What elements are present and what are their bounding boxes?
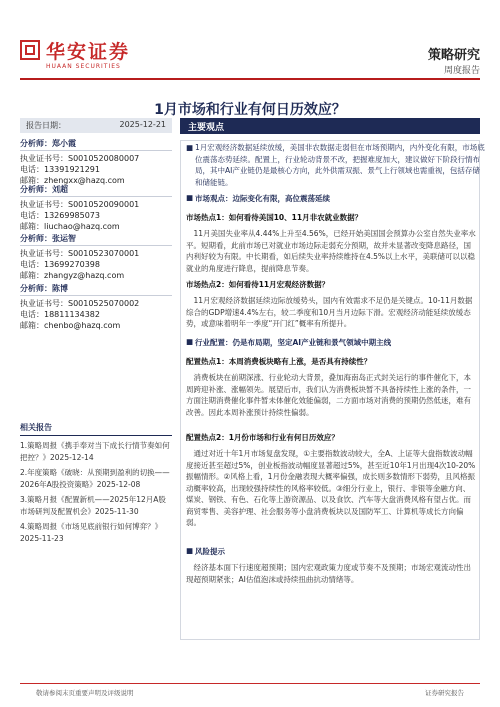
hot-topic-2-text: 11月宏观经济数据延续边际放缓势头，国内有效需求不足仍是关键点。10-11月数据综合的GDP增速4.4%左右，较二季度和10月当月边际下滑。宏观经济动能延续放缓态势，或意味着明年一季度“开门红”概率有所提升。: [186, 296, 473, 328]
report-date-label: 报告日期：: [26, 121, 66, 130]
related-reports-list: [20, 440, 170, 548]
square-bullet-icon: ■: [186, 143, 194, 152]
section-risk: [186, 546, 485, 557]
analyst-card: [20, 233, 172, 281]
report-date: 2025-12-21: [119, 120, 166, 129]
hot-topic-1-text: 11月美国失业率从4.44%上升至4.56%，已经开始美国国会预算办公室自然失业率水平。短期看，此前市场已对就业市场边际走弱充分预期，故并未显著改变降息路径，国内利好较为有限。中长期看，如后续失业率持续维持在4.5%以上水平，美联储可以以稳就业的角度进行降息，提前降息节奏。: [186, 229, 476, 273]
analyst-phone: 电话：13391921291: [20, 165, 100, 174]
config-topic-1-title: 配置热点1：本周消费板块略有上涨，是否具有持续性？: [186, 357, 372, 366]
config-topic-2-title: 配置热点2：1月份市场和行业有何日历效应？: [186, 433, 339, 442]
analyst-name: 分析师：陈博: [20, 283, 172, 296]
analyst-cert: 执业证书号：S0010520090001: [20, 200, 140, 209]
analyst-card: [20, 283, 172, 331]
related-report-item[interactable]: 1.策略周报《携手奉对当下成长行情节奏如何把控？》2025-12-14: [20, 441, 170, 462]
analyst-card: [20, 138, 172, 186]
square-bullet-icon: ■: [186, 193, 194, 202]
analyst-cert: 执业证书号：S0010525070002: [20, 299, 140, 308]
report-subtype: 周度报告: [443, 66, 480, 76]
section-industry-config: [186, 337, 485, 348]
analyst-email[interactable]: 邮箱：chenbo@hazq.com: [20, 321, 121, 330]
report-type: 策略研究: [427, 48, 480, 63]
header-divider: [20, 78, 480, 80]
config-topic-1-text: 消费板块在前期深涨、行业轮动大背景，叠加海南岛正式封关运行的事件催化下，本周跨迎补涨、涨幅领先。展望后市，我们认为消费板块暂不具备持续性上涨的条件，一方面注期消费催化事件暂未体催化效能偏弱，二方面市场对消费的预期仍然低迷，难有改善。因此本周补涨预计持续性偏弱。: [186, 373, 471, 417]
footer-disclaimer: 敬请参阅末页重要声明及评级说明: [36, 689, 134, 697]
logo-icon: [20, 40, 40, 60]
footer-divider: [20, 683, 480, 684]
main-points-header: [180, 118, 480, 134]
config-topic-2-text: 通过对近十年1月市场复盘发现，①主要指数波动较大，全A、上证等大盘指数波动幅度接近甚至超过5%，创业板指波动幅度显著超过5%，甚至近10年1月出现4次10-20%振幅情形。②风格上看，1月份金融表现大概率偏强，成长则多数情形下弱势，且风格振动概率较高，出现较强持续性的风格率较低。③细分行业上，银行、非银等金融方向、煤炭、钢铁、有色、石化等上游资源品、以及食饮、汽车等大盘消费风格有望占优。而商贸零售、美容护理、社会服务等小盘消费板块以及国防军工、计算机等成长方向偏弱。: [186, 449, 476, 527]
analyst-email[interactable]: 邮箱：liuchao@hazq.com: [20, 222, 120, 231]
related-reports-title: 相关报告: [20, 422, 172, 436]
related-report-item[interactable]: 2.年度策略《破晓：从预期到盈利的切换——2026年A股投资策略》2025-12-08: [20, 468, 170, 489]
analyst-phone: 电话：13269985073: [20, 211, 100, 220]
report-date-bar: [20, 118, 172, 133]
analyst-cert: 执业证书号：S0010520080007: [20, 154, 140, 163]
summary-block: [186, 142, 485, 188]
analyst-card: [20, 184, 172, 232]
analyst-cert: 执业证书号：S0010523070001: [20, 249, 140, 258]
section-market-view-title: 市场观点：边际变化有限，高位震荡延续: [195, 194, 330, 203]
section-market-view: [186, 193, 485, 204]
square-bullet-icon: ■: [186, 546, 194, 555]
page-title: 1月市场和行业有何日历效应？: [154, 102, 346, 118]
square-bullet-icon: ■: [186, 337, 194, 346]
risk-title: 风险提示: [195, 547, 225, 556]
section-industry-config-title: 行业配置：仍是布局期，坚定AI产业链和景气领域中期主线: [195, 338, 392, 347]
summary-text: 1月宏观经济数据延续放缓，美国非农数据走弱但在市场预期内，内外变化有限，市场底位震荡态势延续。配置上，行业轮动背景不改，把握难度加大，建议做好下阶段行情布局，其中AI产业链仍是最核心方向，此外供需双振、景气上行领域也需重视，包括存储和储能链。: [195, 143, 485, 187]
hot-topic-2-title: 市场热点2：如何看待11月宏观经济数据？: [186, 280, 330, 289]
analyst-name: 分析师：郑小霞: [20, 138, 172, 151]
related-report-item[interactable]: 3.策略月报《配置新机——2025年12月A股市场研判及配置机会》2025-11-30: [20, 495, 166, 516]
analyst-phone: 电话：13699270398: [20, 260, 100, 269]
analyst-name: 分析师：刘超: [20, 184, 172, 197]
analyst-email[interactable]: 邮箱：zhengxx@hazq.com: [20, 176, 125, 185]
logo-english: HUAAN SECURITIES: [46, 63, 121, 70]
logo-text: 华安证券: [46, 41, 131, 63]
related-report-item[interactable]: 4.策略周报《市场见底前银行如何博弈？》2025-11-23: [20, 522, 163, 543]
risk-text: 经济基本面下行速度超预期；国内宏观政策力度或节奏不及预期；市场宏观流动性出现超预期紧张；AI估值泡沫或持续扭曲抗动情绪等。: [186, 563, 471, 584]
analyst-phone: 电话：18811134382: [20, 310, 100, 319]
footer-label: 证券研究报告: [425, 689, 464, 697]
analyst-email[interactable]: 邮箱：zhangyz@hazq.com: [20, 271, 125, 280]
analyst-name: 分析师：张运智: [20, 233, 172, 246]
hot-topic-1-title: 市场热点1：如何看待美国10、11月非农就业数据？: [186, 213, 363, 222]
main-points-heading: 主要观点: [188, 123, 225, 133]
